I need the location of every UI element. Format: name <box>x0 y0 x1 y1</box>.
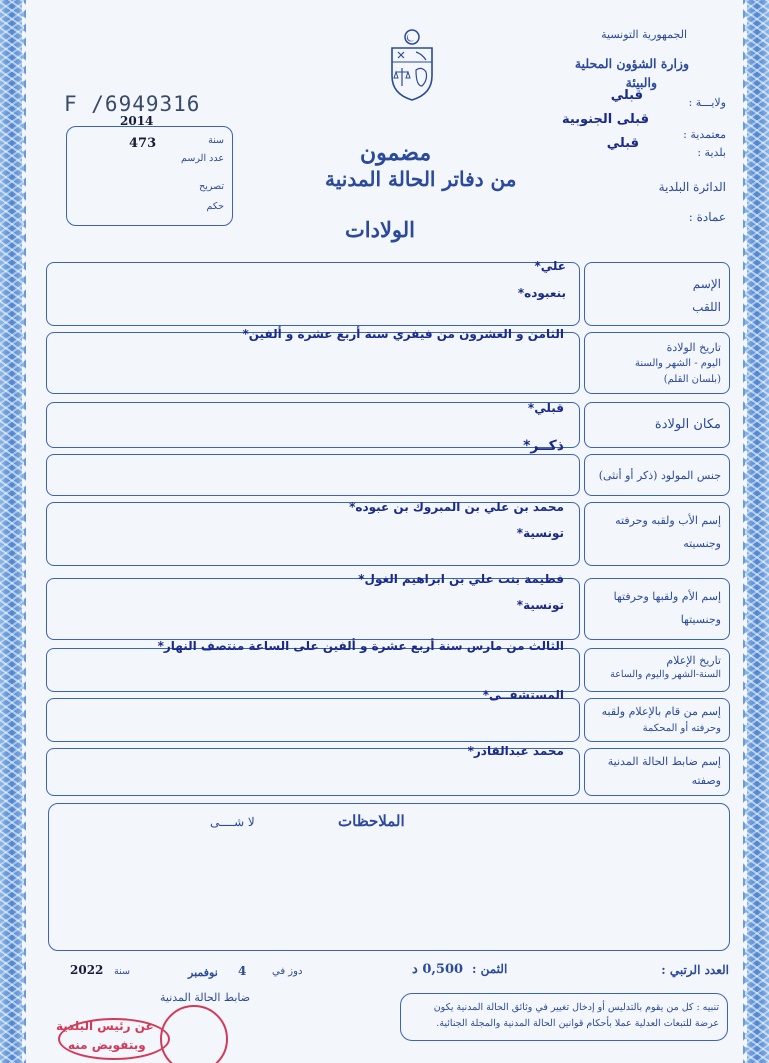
governorate-label: ولايـــة : <box>688 96 726 109</box>
row-sex <box>46 454 730 496</box>
row-mother <box>46 578 730 640</box>
stamp-line1: عن رئيس البلدية <box>56 1019 154 1033</box>
district-label: الدائرة البلدية <box>658 180 726 194</box>
omada-label: عمادة : <box>688 210 726 224</box>
remarks-label: الملاحظات <box>338 812 405 830</box>
register-type-title: الولادات <box>345 217 416 242</box>
municipality-value: قبلي <box>606 136 639 151</box>
order-number-label: العدد الرتبي : <box>661 963 729 977</box>
label-surname: اللقب <box>692 299 721 314</box>
municipality-label: بلدية : <box>697 146 726 159</box>
date-year-label: سنة <box>114 966 130 977</box>
row-birth-date-content <box>46 332 580 394</box>
row-declarant <box>46 698 730 742</box>
date-year: 2022 <box>70 963 104 977</box>
document-title: مضمون <box>360 140 432 166</box>
serial-number: F /6949316 <box>64 92 201 116</box>
ministry-name: وزارة الشؤون المحلية <box>574 56 689 71</box>
row-birth-date-label: تاريخ الولادة اليوم - الشهر والسنة (بلسان القلم) <box>584 332 730 394</box>
register-year: 2014 <box>120 114 154 128</box>
row-declaration-date-content <box>46 648 580 692</box>
register-number: 473 <box>129 136 157 151</box>
officer-title: ضابط الحالة المدنية <box>160 991 251 1004</box>
value-declarant: المستشفــى* <box>482 688 564 702</box>
value-father-nationality: تونسية* <box>516 526 564 540</box>
stamp-line2: وبتفويض منه <box>68 1038 146 1052</box>
row-father-label: إسم الأب ولقبه وحرفته وجنسيته <box>584 502 730 566</box>
value-first-name: علي* <box>534 259 566 273</box>
tunisia-emblem-icon <box>388 28 436 102</box>
register-label-declaration: تصريح <box>199 181 224 192</box>
document-subtitle: من دفاتر الحالة المدنية <box>325 167 517 191</box>
remarks-value: لا شــــى <box>210 815 255 829</box>
price-value: 0,500 د <box>412 962 464 977</box>
value-sex: ذكــر* <box>523 438 564 454</box>
republic-name: الجمهورية التونسية <box>601 28 687 41</box>
row-birth-date <box>46 332 730 394</box>
value-declaration-date: الثالث من مارس سنة أربع عشرة و ألفين على الساعة منتصف النهار* <box>157 639 564 653</box>
register-label-year: سنة <box>208 135 224 146</box>
value-birth-place: قبلي* <box>527 401 564 415</box>
row-sex-content <box>46 454 580 496</box>
value-officer: محمد عبدالقادر* <box>467 744 564 758</box>
price-label: الثمن : <box>472 962 508 976</box>
governorate-value: قبلي <box>610 88 643 103</box>
value-father-name: محمد بن علي بن المبروك بن عبوده* <box>349 500 564 514</box>
row-mother-content <box>46 578 580 640</box>
register-label-fee: عدد الرسم <box>181 153 224 164</box>
date-prefix: دوز في <box>272 966 303 977</box>
label-first-name: الإسم <box>692 277 721 291</box>
value-birth-date: الثامن و العشرون من فيفري سنة أربع عشرة و ألفين* <box>242 327 564 341</box>
row-declarant-label: إسم من قام بالإعلام ولقبه وحرفته أو المحكمة <box>584 698 730 742</box>
row-birth-place-label: مكان الولادة <box>584 402 730 448</box>
row-sex-label: جنس المولود (ذكر أو أنثى) <box>584 454 730 496</box>
decorative-border-left <box>0 0 26 1063</box>
date-month: نوفمبر <box>188 966 218 979</box>
row-officer <box>46 748 730 796</box>
row-name-label <box>584 262 730 326</box>
value-mother-name: فطيمة بنت علي بن ابراهيم الغول* <box>358 572 564 586</box>
value-mother-nationality: تونسية* <box>516 598 564 612</box>
value-surname: بنعبوده* <box>517 286 566 300</box>
register-label-judgment: حكم <box>206 201 224 212</box>
legal-notice: تنبيه : كل من يقوم بالتدليس أو إدخال تغيير في وثائق الحالة المدنية يكون عرضة للتبعات العدلية عملا بأحكام قوانين الحالة المدنية والمجلة الجنائية. <box>400 993 728 1041</box>
row-birth-place <box>46 402 730 448</box>
row-birth-place-content <box>46 402 580 448</box>
municipal-seal-stamp <box>160 1005 228 1063</box>
row-name <box>46 262 730 326</box>
row-declarant-content <box>46 698 580 742</box>
delegation-label: معتمدية : <box>683 128 726 141</box>
register-box <box>66 126 233 226</box>
ministry-name-line2: والبيئة <box>625 75 657 90</box>
delegation-value: قبلى الجنوبية <box>561 112 649 127</box>
row-name-content <box>46 262 580 326</box>
date-day: 4 <box>238 964 247 978</box>
row-mother-label: إسم الأم ولقبها وحرفتها وجنسيتها <box>584 578 730 640</box>
row-declaration-date <box>46 648 730 692</box>
row-officer-label: إسم ضابط الحالة المدنية وصفته <box>584 748 730 796</box>
row-declaration-date-label: تاريخ الإعلام السنة-الشهر واليوم والساعة <box>584 648 730 692</box>
decorative-border-right <box>743 0 769 1063</box>
